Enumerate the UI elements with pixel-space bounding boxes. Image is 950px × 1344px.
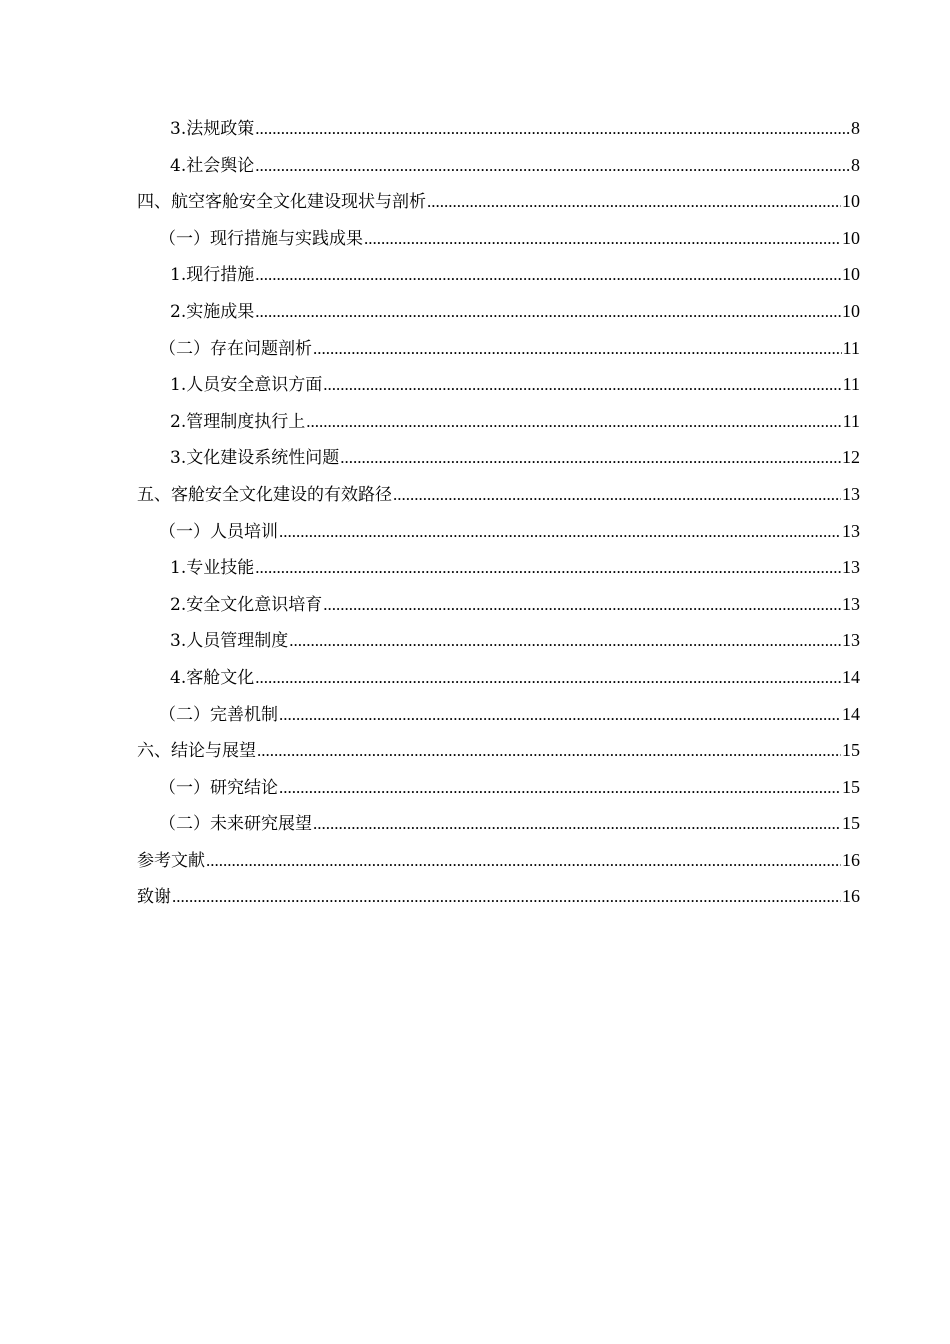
toc-page-number: 16 [842,849,860,870]
toc-dot-leader [313,331,842,367]
toc-dot-leader [393,477,841,513]
toc-entry[interactable] [137,330,860,367]
toc-entry[interactable] [137,403,860,440]
toc-entry[interactable] [137,732,860,769]
toc-page-number: 11 [842,374,860,395]
toc-page-number: 13 [842,557,860,578]
toc-entry[interactable] [137,366,860,403]
toc-dot-leader [313,806,841,842]
toc-entry-title: （一）现行措施与实践成果 [159,228,363,249]
toc-page-number: 11 [842,410,860,431]
toc-entry-title: 致谢 [137,887,171,908]
toc-entry[interactable] [137,769,860,806]
toc-page-number: 13 [842,630,860,651]
toc-entry-title: 2.安全文化意识培育 [170,594,323,615]
toc-entry-title: 1.人员安全意识方面 [170,375,323,396]
toc-page-number: 13 [842,520,860,541]
toc-entry[interactable] [137,220,860,257]
toc-entry[interactable] [137,586,860,623]
toc-entry[interactable] [137,147,860,184]
toc-page-number: 13 [842,593,860,614]
toc-page-number: 13 [842,483,860,504]
toc-page-number: 12 [842,447,860,468]
toc-entry[interactable] [137,439,860,476]
toc-page-number: 15 [842,813,860,834]
toc-entry[interactable] [137,110,860,147]
toc-entry-title: （一）人员培训 [159,521,278,542]
toc-entry[interactable] [137,696,860,733]
toc-dot-leader [364,221,841,257]
toc-page-number: 15 [842,776,860,797]
toc-entry-title: 3.法规政策 [170,119,255,139]
toc-page-number: 11 [842,337,860,358]
toc-entry-title: （二）未来研究展望 [159,814,312,835]
toc-entry[interactable] [137,622,860,659]
toc-entry-title: （二）完善机制 [159,704,278,725]
toc-dot-leader [427,184,841,220]
toc-entry-title: 2.管理制度执行上 [170,411,306,432]
toc-entry-title: 3.人员管理制度 [170,631,289,652]
toc-page-number: 15 [842,740,860,761]
toc-entry-title: 参考文献 [137,850,205,871]
toc-dot-leader [255,660,841,696]
toc-entry[interactable] [137,878,860,915]
toc-dot-leader [206,843,841,879]
toc-dot-leader [255,257,841,293]
toc-page-number: 14 [842,666,860,687]
toc-dot-leader [279,770,841,806]
toc-dot-leader [255,148,850,184]
toc-dot-leader [306,404,841,440]
toc-page-number: 14 [842,703,860,724]
toc-entry[interactable] [137,476,860,513]
toc-page-number: 8 [851,154,860,175]
toc-entry-title: 2.实施成果 [170,301,255,322]
toc-entry-title: 1.专业技能 [170,558,255,579]
toc-entry[interactable] [137,183,860,220]
toc-entry[interactable] [137,842,860,879]
toc-entry-title: （一）研究结论 [159,777,278,798]
toc-entry[interactable] [137,659,860,696]
toc-entry-title: （二）存在问题剖析 [159,338,312,359]
toc-entry[interactable] [137,513,860,550]
toc-entry[interactable] [137,805,860,842]
toc-dot-leader [323,367,841,403]
toc-entry-title: 六、结论与展望 [137,741,256,762]
toc-dot-leader [323,587,841,623]
toc-dot-leader [289,623,841,659]
toc-dot-leader [255,294,841,330]
toc-dot-leader [172,879,841,915]
toc-page-number: 10 [842,300,860,321]
toc-page-number: 16 [842,886,860,907]
toc-dot-leader [255,111,850,147]
toc-dot-leader [279,514,841,550]
toc-dot-leader [340,440,841,476]
toc-dot-leader [279,697,841,733]
toc-entry-title: 4.社会舆论 [170,155,255,176]
toc-entry-title: 4.客舱文化 [170,667,255,688]
table-of-contents [137,110,860,915]
toc-page-number: 8 [851,118,860,138]
toc-dot-leader [257,733,841,769]
toc-dot-leader [255,550,841,586]
toc-page-number: 10 [842,191,860,212]
toc-page-number: 10 [842,227,860,248]
toc-page-number: 10 [842,264,860,285]
toc-entry[interactable] [137,256,860,293]
toc-entry-title: 四、航空客舱安全文化建设现状与剖析 [137,192,426,213]
toc-entry[interactable] [137,293,860,330]
toc-entry[interactable] [137,549,860,586]
toc-entry-title: 五、客舱安全文化建设的有效路径 [137,484,392,505]
toc-entry-title: 3.文化建设系统性问题 [170,448,340,469]
toc-entry-title: 1.现行措施 [170,265,255,286]
